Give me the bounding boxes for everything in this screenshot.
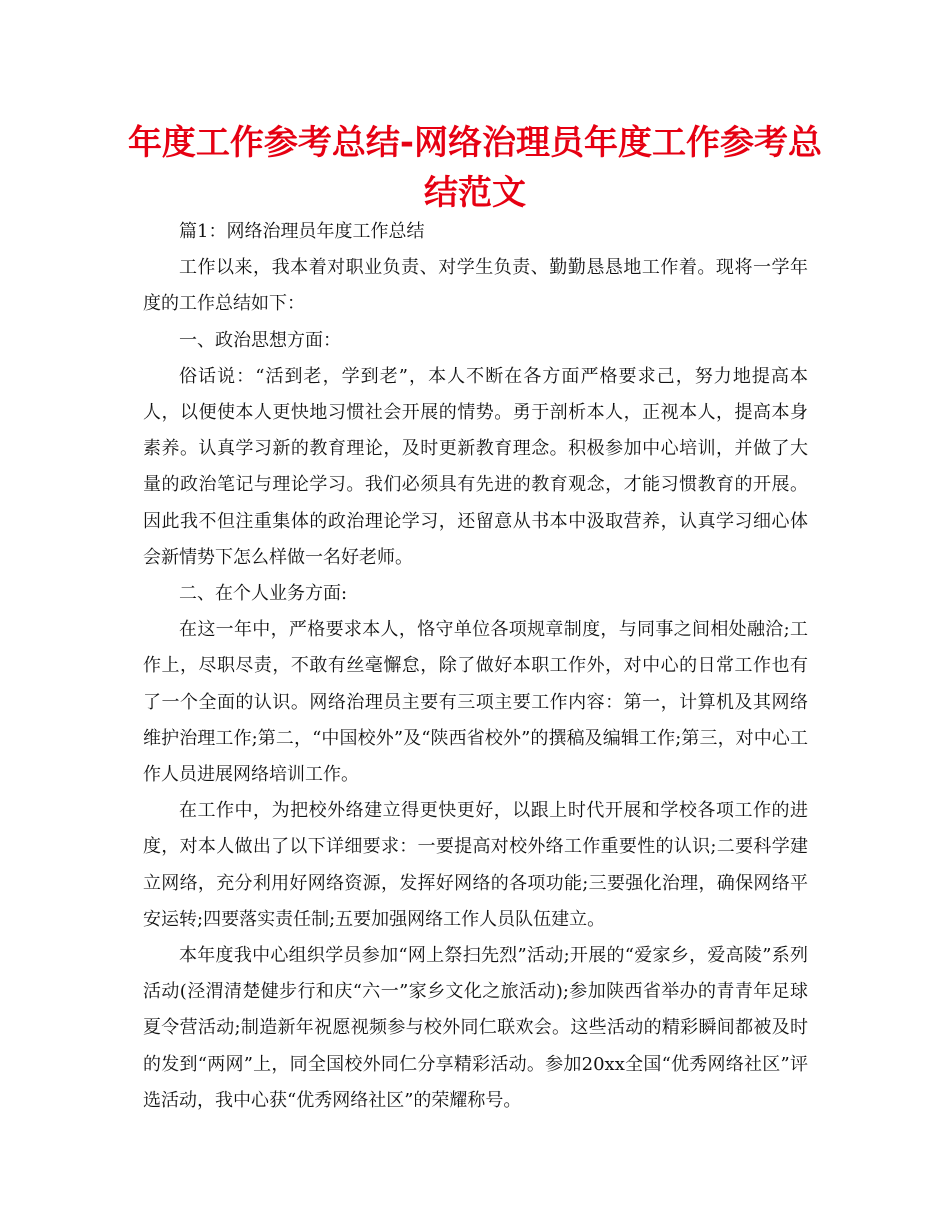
section-heading: 二、在个人业务方面:	[179, 583, 348, 605]
section-heading: 一、政治思想方面：	[179, 329, 341, 351]
document-body	[143, 214, 808, 1119]
paragraph: 俗话说：“活到老，学到老”，本人不断在各方面严格要求己，努力地提高本人，以便使本人更快地习惯社会开展的情势。勇于剖析本人，正视本人，提高本身素养。认真学习新的教育理论，及时更新教育理念。积极参加中心培训，并做了大量的政治笔记与理论学习。我们必须具有先进的教育观念，才能习惯教育的开展。因此我不但注重集体的政治理论学习，还留意从书本中汲取营养，认真学习细心体会新情势下怎么样做一名好老师。	[143, 365, 808, 568]
section-heading: 篇1：网络治理员年度工作总结	[179, 221, 425, 242]
paragraph: 本年度我中心组织学员参加“网上祭扫先烈”活动;开展的“爱家乡，爱高陵”系列活动(泾渭清楚健步行和庆“六一”家乡文化之旅活动);参加陕西省举办的青青年足球夏令营活动;制造新年祝愿视频参与校外同仁联欢会。这些活动的精彩瞬间都被及时的发到“两网”上，同全国校外同仁分享精彩活动。参加20xx全国“优秀网络社区”评选活动，我中心获“优秀网络社区”的荣耀称号。	[143, 945, 808, 1111]
paragraph: 工作以来，我本着对职业负责、对学生负责、勤勤恳恳地工作着。现将一学年度的工作总结如下：	[143, 257, 808, 315]
paragraph: 在这一年中，严格要求本人，恪守单位各项规章制度，与同事之间相处融洽;工作上，尽职尽责，不敢有丝毫懈怠，除了做好本职工作外，对中心的日常工作也有了一个全面的认识。网络治理员主要有三项主要工作内容：第一，计算机及其网络维护治理工作;第二，“中国校外”及“陕西省校外”的撰稿及编辑工作;第三，对中心工作人员进展网络培训工作。	[143, 619, 808, 786]
document-title: 年度工作参考总结-网络治理员年度工作参考总结范文	[127, 123, 823, 213]
paragraph: 在工作中，为把校外络建立得更快更好，以跟上时代开展和学校各项工作的进度，对本人做出了以下详细要求：一要提高对校外络工作重要性的认识;二要科学建立网络，充分利用好网络资源，发挥好网络的各项功能;三要强化治理，确保网络平安运转;四要落实责任制;五要加强网络工作人员队伍建立。	[143, 800, 808, 930]
